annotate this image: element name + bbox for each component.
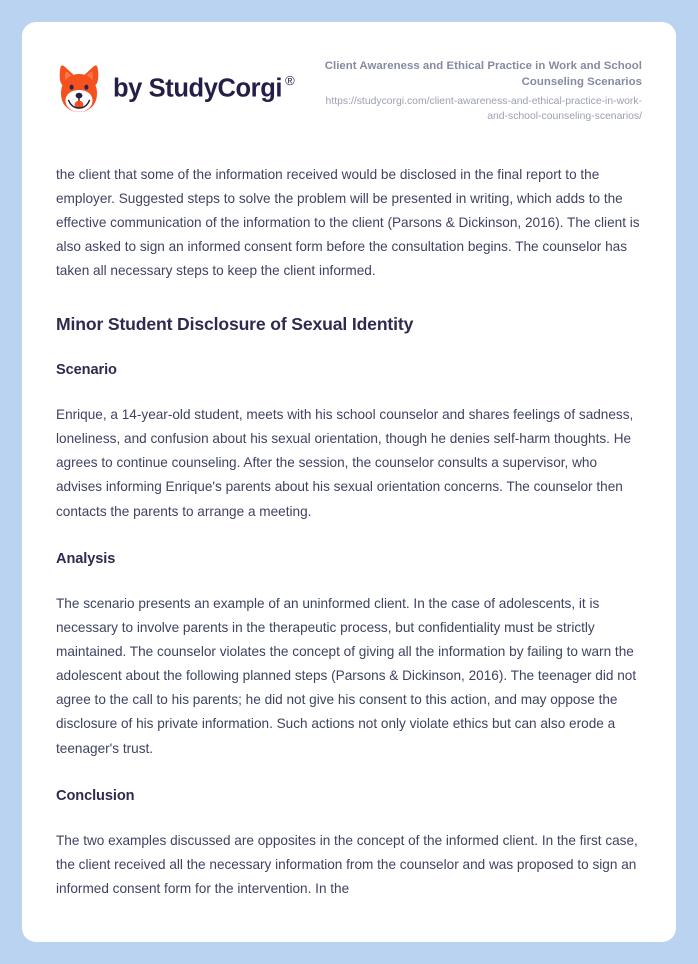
subheading-scenario: Scenario [56,362,117,379]
brand-wordmark [113,73,295,103]
scenario-paragraph: Enrique, a 14-year-old student, meets with his school counselor and shares feelings of sadness, loneliness, and confusion about his sexual orientation, though he denies self-harm thoughts. He agrees to continue counseling. After the session, the counselor consults a supervisor, who advises informing Enrique's parents about his sexual orientation concerns. The counselor then contacts the parents to arrange a meeting. [56,406,634,519]
brand-lockup [56,56,294,114]
section-heading-minor-student-disclosure: Minor Student Disclosure of Sexual Identity [56,314,414,335]
document-title: Client Awareness and Ethical Practice in Work and School Counseling Scenarios [324,60,642,89]
document-header [22,22,676,125]
intro-paragraph: the client that some of the information received would be disclosed in the final report to the employer. Suggested steps to solve the problem will be presented in writing, which adds to the effective communication of the information to the client (Parsons & Dickinson, 2016). The client is also asked to sign an informed consent form before the consultation begins. The counselor has taken all necessary steps to keep the client informed. [56,166,640,279]
subheading-conclusion: Conclusion [56,787,135,804]
conclusion-paragraph: The two examples discussed are opposites in the concept of the informed client. In the first case, the client received all the necessary information from the counselor and was proposed to sign an informed consent form for the intervention. In the [56,832,638,896]
document-paper [22,22,676,942]
subheading-analysis: Analysis [56,550,116,567]
corgi-head-icon [56,64,102,114]
document-url[interactable]: https://studycorgi.com/client-awareness-and-ethical-practice-in-work-and-school-counseling-scenarios/ [325,96,642,123]
registered-trademark-mark: ® [285,73,295,88]
document-body [22,163,676,902]
analysis-paragraph: The scenario presents an example of an uninformed client. In the case of adolescents, it is necessary to involve parents in the therapeutic process, but confidentiality must be strictly maintained. The counselor violates the concept of giving all the information by failing to warn the adolescent about the following planned steps (Parsons & Dickinson, 2016). The teenager did not agree to the call to his parents; he did not give his consent to this action, and may oppose the disclosure of his private information. Such actions not only violate ethics but can also erode a teenager's trust. [56,595,637,756]
brand-wordmark-text: by StudyCorgi [113,74,283,103]
document-meta [324,56,642,125]
